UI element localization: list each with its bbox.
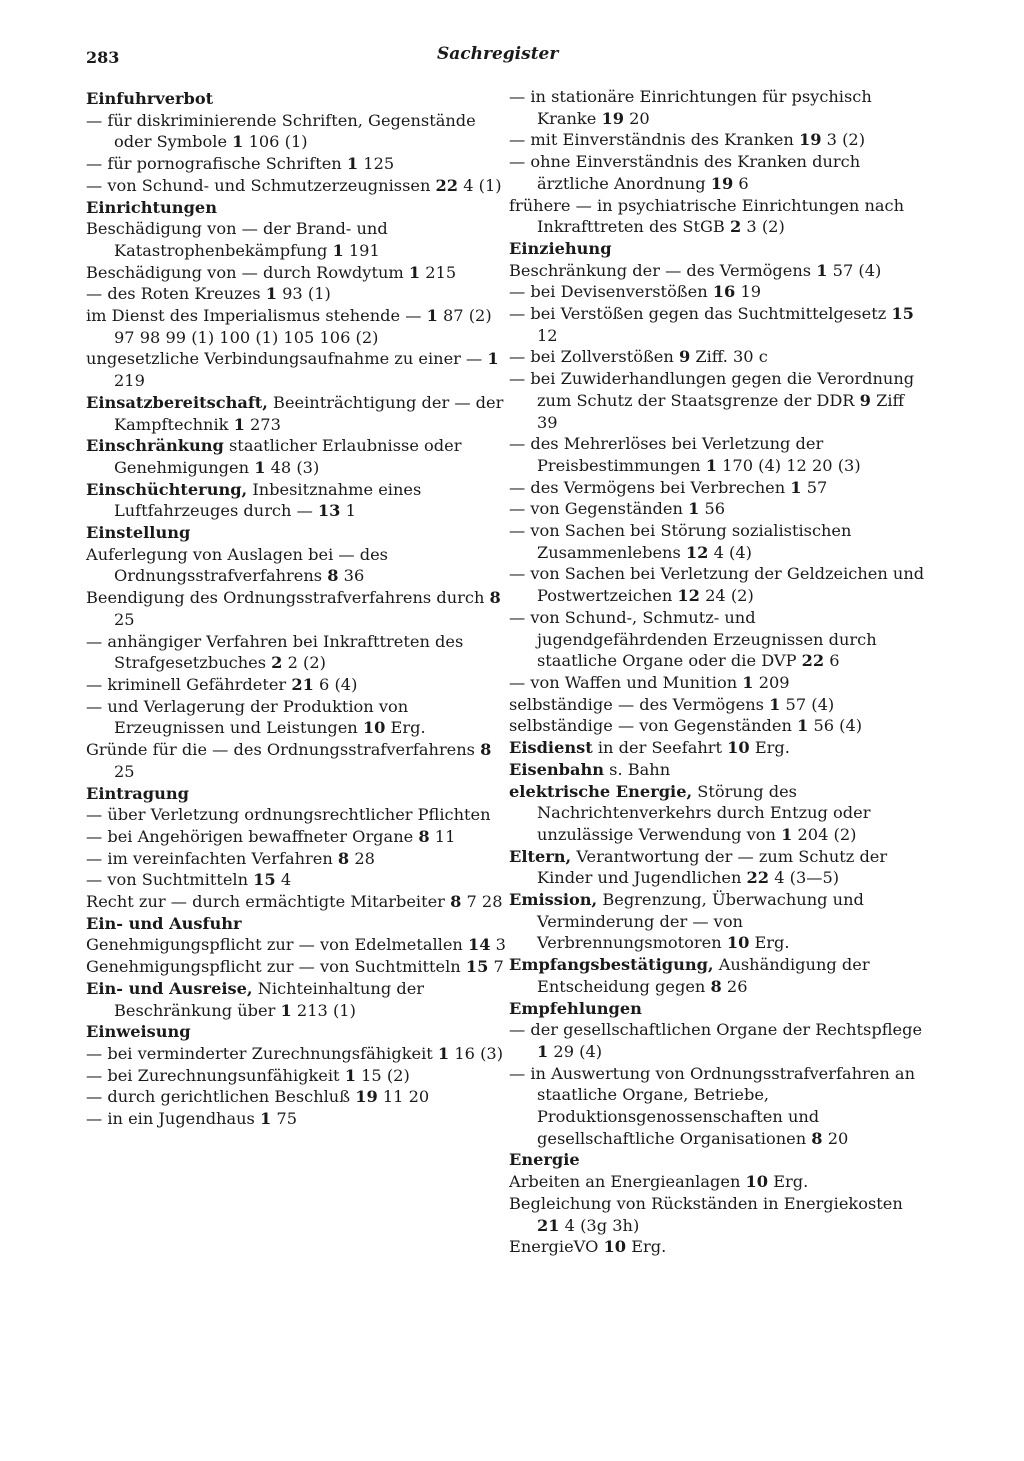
- entry-text: — kriminell Gefährdeter: [86, 674, 292, 694]
- entry-law-number: 19: [710, 173, 734, 193]
- entry-paragraph-ref: 15 (2): [355, 1065, 410, 1085]
- entry-law-number: 8: [489, 588, 501, 608]
- entry-text: Verantwortung der — zum Schutz der Kinder und Jugendlichen: [537, 846, 888, 888]
- entry-text: frühere — in psychiatrische Einrichtungen nach Inkrafttreten des StGB: [509, 195, 905, 237]
- entry-text: — in Auswertung von Ordnungsstrafverfahren an staatliche Organe, Betriebe, Produktionsgenossenschaften und gesellschaftliche Organisationen: [509, 1063, 916, 1148]
- entry-law-number: 14: [468, 935, 491, 955]
- entry-law-number: 15: [465, 957, 489, 977]
- entry-law-number: 1: [790, 477, 802, 497]
- index-subentry: [509, 1236, 929, 1258]
- entry-law-number: 19: [601, 108, 624, 128]
- entry-law-number: 1: [233, 414, 245, 434]
- index-subentry: [86, 153, 506, 175]
- entry-law-number: 1: [797, 716, 809, 736]
- entry-law-number: 8: [418, 826, 430, 846]
- index-subentry: [509, 260, 929, 282]
- index-subentry: [509, 303, 929, 346]
- entry-text: Inbesitznahme eines Luftfahrzeuges durch —: [114, 479, 422, 521]
- entry-law-number: 1: [781, 824, 793, 844]
- index-keyword-entry: [509, 954, 929, 997]
- entry-text: — bei Zuwiderhandlungen gegen die Verordnung zum Schutz der Staatsgrenze der DDR: [509, 369, 915, 410]
- entry-paragraph-ref: 25: [114, 609, 135, 629]
- index-subentry: [509, 368, 929, 433]
- entry-text: — bei Zollverstößen: [509, 347, 679, 367]
- entry-paragraph-ref: 4: [275, 870, 292, 890]
- entry-text: — des Vermögens bei Verbrechen: [509, 477, 791, 497]
- entry-paragraph-ref: Erg.: [626, 1237, 667, 1257]
- index-column-right: [509, 86, 929, 1258]
- entry-paragraph-ref: 57 (4): [827, 260, 882, 280]
- entry-text: — des Roten Kreuzes: [86, 284, 266, 304]
- entry-paragraph-ref: 12: [537, 325, 558, 345]
- entry-text: — des Mehrerlöses bei Verletzung der Preisbestimmungen: [509, 434, 824, 475]
- index-keyword-entry: [86, 978, 506, 1021]
- entry-paragraph-ref: Erg.: [768, 1172, 809, 1192]
- entry-text: — für pornografische Schriften: [86, 154, 347, 174]
- entry-paragraph-ref: 29 (4): [548, 1041, 603, 1061]
- index-subentry: [86, 739, 506, 782]
- entry-law-number: 19: [798, 130, 822, 150]
- entry-paragraph-ref: 3: [490, 935, 506, 955]
- entry-text: selbständige — von Gegenständen: [509, 716, 798, 736]
- index-subentry: [509, 1019, 929, 1062]
- entry-law-number: 1: [688, 499, 700, 519]
- entry-paragraph-ref: 24 (2): [699, 586, 754, 606]
- entry-text: — bei Angehörigen bewaffneter Organe: [86, 826, 419, 846]
- index-keyword-entry: [86, 392, 506, 435]
- entry-law-number: 1: [816, 260, 828, 280]
- entry-text: — von Sachen bei Störung sozialistischen Zusammenlebens: [509, 521, 852, 562]
- entry-paragraph-ref: 213 (1): [291, 1000, 356, 1020]
- entry-law-number: 1: [537, 1041, 549, 1061]
- index-subentry: [86, 956, 506, 978]
- entry-law-number: 1: [254, 457, 266, 477]
- entry-paragraph-ref: 6: [824, 651, 840, 671]
- index-subentry: [509, 694, 929, 716]
- entry-paragraph-ref: 57: [801, 477, 828, 497]
- entry-keyword: Emission,: [509, 890, 598, 910]
- entry-law-number: 15: [891, 304, 914, 324]
- entry-keyword: Empfangsbestätigung,: [509, 955, 714, 975]
- entry-paragraph-ref: 1: [340, 501, 356, 521]
- entry-law-number: 1: [742, 672, 754, 692]
- entry-law-number: 1: [346, 154, 359, 174]
- entry-paragraph-ref: 20: [623, 108, 650, 128]
- entry-text: Störung des Nachrichtenverkehrs durch Entzug oder unzulässige Verwendung von: [537, 781, 871, 844]
- entry-paragraph-ref: 19: [735, 282, 762, 302]
- entry-paragraph-ref: 11: [429, 826, 456, 846]
- entry-text: s. Bahn: [604, 759, 671, 779]
- entry-paragraph-ref: 7: [488, 957, 504, 977]
- index-subentry: [86, 804, 506, 826]
- entry-law-number: 15: [253, 870, 276, 890]
- entry-law-number: 9: [678, 347, 691, 367]
- entry-text: in der Seefahrt: [592, 738, 728, 758]
- index-subentry: [509, 672, 929, 694]
- index-heading: Eintragung: [86, 783, 189, 803]
- entry-text: Begrenzung, Überwachung und Verminderung der — von Verbrennungsmotoren: [537, 890, 864, 953]
- entry-paragraph-ref: 75: [271, 1109, 298, 1129]
- entry-paragraph-ref: 36: [338, 566, 365, 586]
- entry-paragraph-ref: 125: [358, 154, 395, 174]
- entry-paragraph-ref: 25: [114, 761, 135, 781]
- entry-law-number: 1: [265, 284, 277, 304]
- index-subentry: [86, 869, 506, 891]
- entry-paragraph-ref: 4 (4): [708, 542, 752, 562]
- entry-law-number: 10: [603, 1237, 627, 1257]
- index-subentry: [509, 86, 929, 129]
- entry-text: — für diskriminierende Schriften, Gegenstände oder Symbole: [86, 110, 476, 152]
- index-heading: Energie: [509, 1150, 580, 1170]
- entry-paragraph-ref: 4 (1): [458, 175, 502, 195]
- entry-law-number: 1: [769, 694, 781, 714]
- entry-text: — in stationäre Einrichtungen für psychisch Kranke: [509, 87, 872, 128]
- entry-law-number: 10: [727, 738, 750, 758]
- entry-text: — bei Devisenverstößen: [509, 282, 713, 302]
- entry-text: staatlicher Erlaubnisse oder Genehmigungen: [114, 436, 462, 477]
- entry-paragraph-ref: 56 (4): [808, 716, 863, 736]
- entry-text: — bei Zurechnungsunfähigkeit: [86, 1065, 345, 1085]
- entry-law-number: 22: [801, 651, 825, 671]
- entry-text: — von Suchtmitteln: [86, 870, 254, 890]
- entry-law-number: 2: [729, 217, 742, 237]
- entry-law-number: 1: [437, 1043, 450, 1063]
- page-number: 283: [86, 48, 120, 67]
- index-subentry: [86, 348, 506, 391]
- entry-text: Beschädigung von — der Brand- und Katastrophenbekämpfung: [86, 219, 388, 260]
- entry-text: — im vereinfachten Verfahren: [86, 848, 338, 868]
- entry-text: — in ein Jugendhaus: [86, 1109, 261, 1129]
- index-subentry: [509, 281, 929, 303]
- running-head: Sachregister: [437, 44, 559, 64]
- index-keyword-entry: [86, 435, 506, 478]
- index-subentry: [86, 283, 506, 305]
- entry-paragraph-ref: 2 (2): [282, 653, 326, 673]
- entry-law-number: 1: [344, 1065, 356, 1085]
- index-subentry: [509, 1063, 929, 1150]
- entry-law-number: 1: [426, 306, 438, 326]
- entry-paragraph-ref: 7 28: [461, 892, 503, 912]
- entry-paragraph-ref: Ziff. 30 c: [690, 347, 768, 367]
- index-subentry: [86, 544, 506, 587]
- index-subentry: [509, 498, 929, 520]
- entry-law-number: 8: [450, 892, 462, 912]
- entry-text: EnergieVO: [509, 1237, 604, 1257]
- entry-keyword: Einschüchterung,: [86, 479, 248, 499]
- entry-text: Recht zur — durch ermächtigte Mitarbeiter: [86, 892, 451, 912]
- entry-paragraph-ref: 4 (3—5): [769, 868, 840, 888]
- index-heading: Empfehlungen: [509, 998, 642, 1018]
- index-subentry: [86, 110, 506, 153]
- index-subentry: [86, 587, 506, 630]
- entry-paragraph-ref: 6 (4): [313, 674, 358, 694]
- entry-paragraph-ref: 204 (2): [792, 824, 857, 844]
- entry-text: — von Gegenständen: [509, 499, 689, 519]
- index-subentry: [509, 520, 929, 563]
- index-subentry: [86, 262, 506, 284]
- index-subentry: [86, 305, 506, 348]
- index-subentry: [509, 151, 929, 194]
- index-subentry: [86, 1043, 506, 1065]
- entry-paragraph-ref: 28: [349, 848, 375, 868]
- entry-law-number: 21: [537, 1215, 560, 1235]
- entry-law-number: 19: [355, 1087, 378, 1107]
- entry-text: Beeinträchtigung der — der Kampftechnik: [114, 392, 504, 434]
- entry-paragraph-ref: 87 (2) 97 98 99 (1) 100 (1) 105 106 (2): [114, 306, 492, 347]
- entry-paragraph-ref: 16 (3): [449, 1043, 504, 1063]
- entry-paragraph-ref: 20: [822, 1128, 849, 1148]
- entry-law-number: 1: [260, 1109, 272, 1129]
- entry-paragraph-ref: 215: [420, 262, 457, 282]
- entry-law-number: 10: [745, 1172, 769, 1192]
- entry-text: Genehmigungspflicht zur — von Edelmetallen: [86, 935, 468, 955]
- entry-law-number: 9: [859, 390, 871, 410]
- index-keyword-entry: [509, 737, 929, 759]
- index-subentry: [86, 696, 506, 739]
- entry-paragraph-ref: Erg.: [749, 738, 790, 758]
- index-keyword-entry: [509, 889, 929, 954]
- entry-paragraph-ref: 3 (2): [741, 217, 785, 237]
- entry-law-number: 10: [362, 718, 386, 738]
- index-subentry: [509, 607, 929, 672]
- index-subentry: [86, 891, 506, 913]
- index-subentry: [86, 1086, 506, 1108]
- index-subentry: [86, 848, 506, 870]
- entry-text: Beschädigung von — durch Rowdytum: [86, 262, 409, 282]
- entry-text: — von Schund-, Schmutz- und jugendgefährdenden Erzeugnissen durch staatliche Organe oder die DVP: [509, 607, 877, 671]
- index-keyword-entry: [86, 479, 506, 522]
- entry-paragraph-ref: 56: [699, 499, 726, 519]
- index-keyword-entry: [509, 781, 929, 846]
- index-subentry: [509, 1171, 929, 1193]
- entry-text: — und Verlagerung der Produktion von Erzeugnissen und Leistungen: [86, 696, 409, 738]
- entry-law-number: 10: [726, 933, 750, 953]
- index-heading: Einweisung: [86, 1022, 191, 1042]
- entry-law-number: 22: [746, 868, 770, 888]
- entry-text: — bei Verstößen gegen das Suchtmittelgesetz: [509, 304, 892, 324]
- entry-paragraph-ref: Ziff 39: [537, 390, 904, 432]
- index-subentry: [86, 218, 506, 261]
- entry-paragraph-ref: 4 (3g 3h): [559, 1215, 640, 1235]
- entry-law-number: 8: [327, 566, 339, 586]
- entry-paragraph-ref: 6: [733, 173, 749, 193]
- entry-law-number: 13: [317, 501, 341, 521]
- entry-text: im Dienst des Imperialismus stehende —: [86, 306, 427, 326]
- index-heading: Einstellung: [86, 523, 191, 543]
- entry-law-number: 2: [271, 653, 283, 673]
- entry-paragraph-ref: 219: [114, 371, 145, 391]
- entry-law-number: 21: [291, 674, 314, 694]
- entry-paragraph-ref: 106 (1): [243, 132, 308, 152]
- index-subentry: [86, 175, 506, 197]
- entry-keyword: Eisenbahn: [509, 759, 605, 779]
- entry-text: Beendigung des Ordnungsstrafverfahrens durch: [86, 588, 490, 608]
- entry-keyword: Ein- und Ausreise,: [86, 978, 253, 998]
- entry-text: Gründe für die — des Ordnungsstrafverfahrens: [86, 740, 481, 760]
- entry-law-number: 1: [408, 262, 421, 282]
- entry-text: — über Verletzung ordnungsrechtlicher Pflichten: [86, 805, 491, 825]
- entry-keyword: Eltern,: [509, 846, 572, 866]
- entry-text: Nichteinhaltung der Beschränkung über: [114, 978, 425, 1020]
- entry-text: — von Schund- und Schmutzerzeugnissen: [86, 175, 436, 195]
- index-keyword-entry: [509, 846, 929, 889]
- index-subentry: [86, 934, 506, 956]
- entry-text: — anhängiger Verfahren bei Inkrafttreten des Strafgesetzbuches: [86, 631, 464, 673]
- entry-text: — von Waffen und Munition: [509, 672, 743, 692]
- entry-text: selbständige — des Vermögens: [509, 694, 770, 714]
- index-subentry: [509, 346, 929, 368]
- index-subentry: [86, 1065, 506, 1087]
- entry-text: Begleichung von Rückständen in Energiekosten: [509, 1193, 903, 1213]
- index-subentry: [509, 195, 929, 238]
- entry-text: Beschränkung der — des Vermögens: [509, 260, 817, 280]
- entry-text: Aushändigung der Entscheidung gegen: [537, 955, 870, 996]
- entry-paragraph-ref: 93 (1): [276, 284, 331, 304]
- entry-law-number: 1: [332, 240, 344, 260]
- entry-paragraph-ref: 273: [244, 414, 281, 434]
- entry-text: — durch gerichtlichen Beschluß: [86, 1087, 356, 1107]
- entry-law-number: 1: [232, 132, 244, 152]
- index-subentry: [509, 477, 929, 499]
- entry-law-number: 8: [811, 1128, 823, 1148]
- entry-paragraph-ref: 191: [343, 240, 380, 260]
- entry-law-number: 1: [487, 349, 499, 369]
- entry-keyword: Einschränkung: [86, 436, 224, 456]
- index-subentry: [509, 715, 929, 737]
- entry-law-number: 16: [712, 282, 736, 302]
- entry-law-number: 12: [677, 586, 700, 606]
- entry-paragraph-ref: 57 (4): [780, 694, 835, 714]
- entry-paragraph-ref: Erg.: [385, 718, 426, 738]
- entry-text: — der gesellschaftlichen Organe der Rechtspflege: [509, 1020, 923, 1040]
- entry-paragraph-ref: 170 (4) 12 20 (3): [716, 455, 861, 475]
- entry-text: — bei verminderter Zurechnungsfähigkeit: [86, 1043, 438, 1063]
- entry-text: Genehmigungspflicht zur — von Suchtmitteln: [86, 957, 466, 977]
- entry-paragraph-ref: 11 20: [377, 1087, 430, 1107]
- index-column-left: [86, 88, 506, 1130]
- entry-law-number: 12: [685, 542, 709, 562]
- entry-law-number: 8: [480, 740, 492, 760]
- entry-paragraph-ref: 3 (2): [821, 130, 866, 150]
- index-keyword-entry: [509, 759, 929, 781]
- entry-law-number: 1: [280, 1000, 292, 1020]
- entry-text: ungesetzliche Verbindungsaufnahme zu einer —: [86, 349, 488, 369]
- index-subentry: [86, 631, 506, 674]
- index-heading: Ein- und Ausfuhr: [86, 913, 242, 933]
- entry-paragraph-ref: 48 (3): [265, 457, 320, 477]
- entry-text: Auferlegung von Auslagen bei — des Ordnungsstrafverfahrens: [86, 544, 388, 586]
- entry-law-number: 22: [435, 175, 459, 195]
- entry-text: — ohne Einverständnis des Kranken durch ärztliche Anordnung: [509, 152, 861, 193]
- index-subentry: [509, 563, 929, 606]
- index-subentry: [509, 129, 929, 151]
- entry-text: Arbeiten an Energieanlagen: [509, 1172, 746, 1192]
- entry-law-number: 1: [705, 455, 717, 475]
- index-subentry: [86, 1108, 506, 1130]
- entry-keyword: elektrische Energie,: [509, 781, 693, 801]
- index-subentry: [86, 826, 506, 848]
- index-subentry: [509, 1193, 929, 1236]
- index-heading: Einfuhrverbot: [86, 89, 214, 108]
- entry-text: — von Sachen bei Verletzung der Geldzeichen und Postwertzeichen: [509, 564, 925, 606]
- index-heading: Einziehung: [509, 238, 612, 258]
- index-subentry: [509, 433, 929, 476]
- entry-law-number: 8: [710, 976, 722, 996]
- entry-keyword: Eisdienst: [509, 738, 593, 758]
- entry-law-number: 8: [337, 848, 350, 868]
- entry-text: — mit Einverständnis des Kranken: [509, 130, 799, 150]
- entry-paragraph-ref: Erg.: [749, 933, 790, 953]
- index-subentry: [86, 674, 506, 696]
- entry-paragraph-ref: 26: [721, 976, 748, 996]
- index-heading: Einrichtungen: [86, 197, 217, 217]
- entry-paragraph-ref: 209: [753, 672, 790, 692]
- entry-keyword: Einsatzbereitschaft,: [86, 392, 268, 412]
